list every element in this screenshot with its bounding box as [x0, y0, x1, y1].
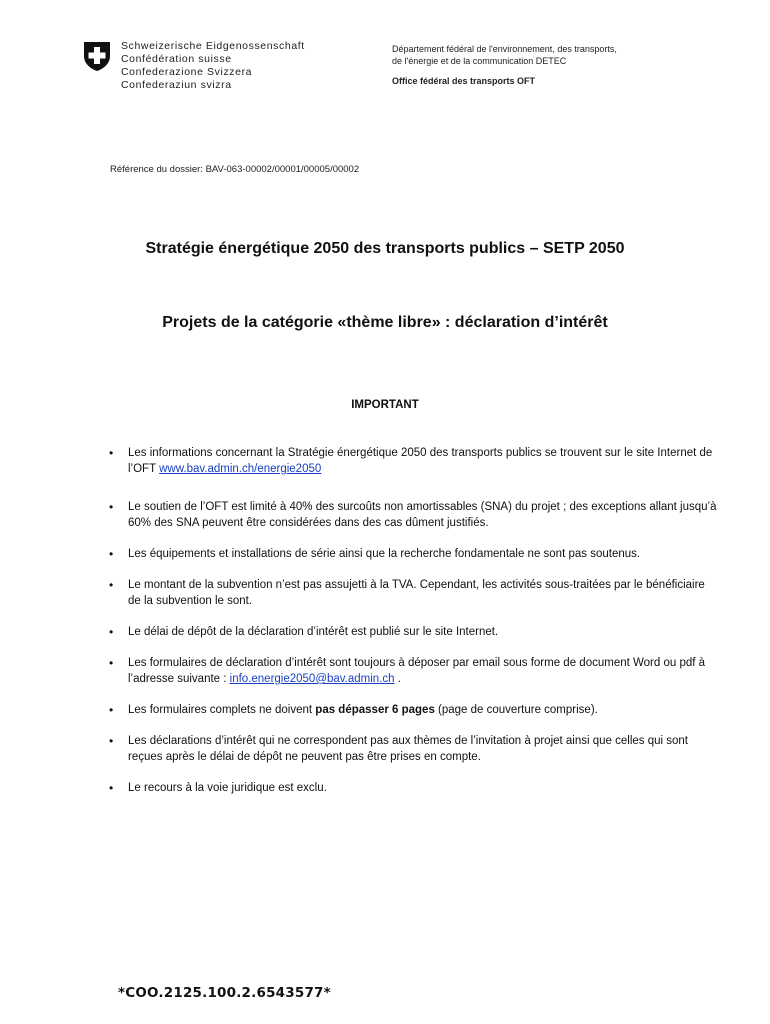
document-subtitle: Projets de la catégorie «thème libre» : déclaration d’intérêt	[162, 314, 608, 331]
confederation-line: Confederaziun svizra	[121, 79, 232, 91]
list-item-text: Le montant de la subvention n’est pas assujetti à la TVA. Cependant, les activités sous-traitées par le bénéficiaire de la subvention le sont.	[128, 579, 705, 607]
list-item-text: Les formulaires complets ne doivent	[128, 704, 316, 716]
list-item-text: Les déclarations d’intérêt qui ne correspondent pas aux thèmes de l’invitation à projet ainsi que celles qui sont reçues après le délai de dépôt ne peuvent pas être prises en compte.	[128, 735, 689, 763]
file-reference: Référence du dossier: BAV-063-00002/00001/00005/00002	[110, 164, 360, 175]
list-item-text: Les formulaires de déclaration d’intérêt sont toujours à déposer par email sous forme de document Word ou pdf à l’adresse suivante :	[128, 657, 706, 685]
confederation-line: Confederazione Svizzera	[121, 66, 253, 78]
list-item	[108, 780, 720, 796]
department-line: de l'énergie et de la communication DETEC	[392, 56, 567, 66]
email-link[interactable]: info.energie2050@bav.admin.ch	[229, 673, 395, 685]
list-item-text: Le soutien de l’OFT est limité à 40% des surcoûts non amortissables (SNA) du projet ; des exceptions allant jusqu’à 60% des SNA peuvent être considérées dans des cas dûment justifiés.	[128, 501, 717, 529]
department-line: Département fédéral de l'environnement, des transports,	[392, 44, 617, 54]
department-block	[392, 43, 617, 87]
list-item-text: .	[394, 673, 401, 685]
list-item	[108, 733, 720, 765]
important-list	[108, 445, 720, 796]
emphasis-text: pas dépasser 6 pages	[315, 704, 435, 716]
swiss-crest-icon	[82, 40, 112, 72]
list-item	[108, 624, 720, 640]
list-item-text: (page de couverture comprise).	[434, 704, 598, 716]
list-item-text: Le délai de dépôt de la déclaration d’intérêt est publié sur le site Internet.	[128, 626, 499, 638]
list-item-text: Le recours à la voie juridique est exclu.	[128, 782, 327, 794]
important-heading: IMPORTANT	[351, 399, 419, 411]
list-item	[108, 499, 720, 531]
list-item	[108, 577, 720, 609]
office-name: Office fédéral des transports OFT	[392, 76, 536, 86]
energie2050-link[interactable]: www.bav.admin.ch/energie2050	[159, 463, 322, 475]
document-barcode-code: *COO.2125.100.2.6543577*	[118, 985, 331, 1001]
list-item	[108, 702, 720, 718]
list-item	[108, 546, 720, 562]
confederation-names	[121, 40, 305, 92]
document-title: Stratégie énergétique 2050 des transports publics – SETP 2050	[145, 240, 625, 257]
list-item-text: Les informations concernant la Stratégie énergétique 2050 des transports publics se trouvent sur le site Internet de l’OFT	[128, 447, 713, 475]
list-item-text: Les équipements et installations de série ainsi que la recherche fondamentale ne sont pas soutenus.	[128, 548, 641, 560]
confederation-line: Schweizerische Eidgenossenschaft	[121, 40, 305, 52]
list-item	[108, 445, 720, 477]
list-item	[108, 655, 720, 687]
confederation-line: Confédération suisse	[121, 53, 232, 65]
